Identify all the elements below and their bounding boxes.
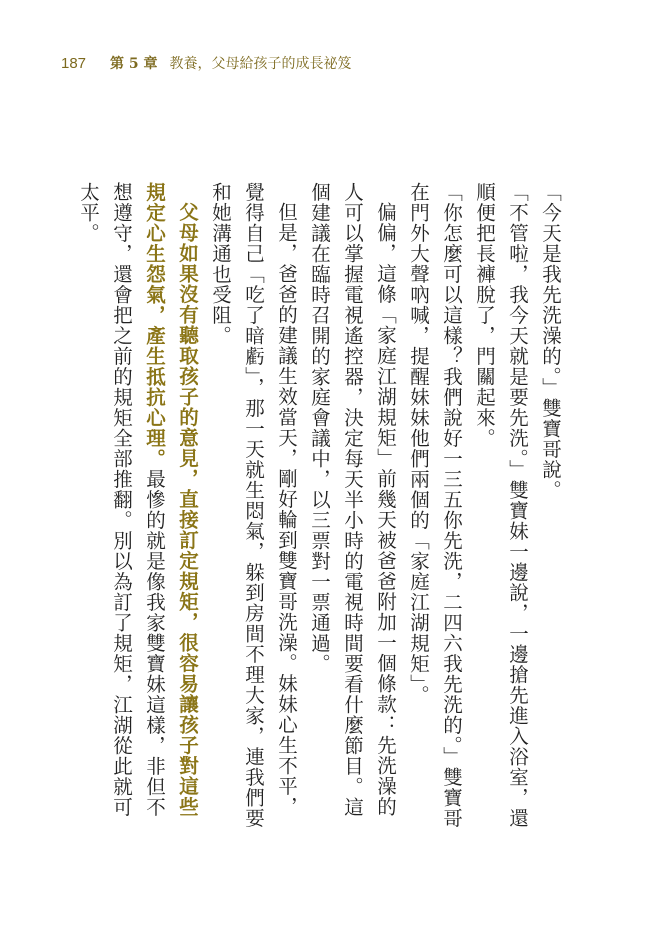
chapter-title: 教養，父母給孩子的成長祕笈 xyxy=(169,56,352,72)
paragraph-5: 但是，爸爸的建議生效當天，剛好輪到雙寶哥洗澡。妹妹心生不平，覺得自己「吃了暗虧」，那一天就生悶氣，躲到房間不理大家，連我們要和她溝通也受阻。 xyxy=(209,182,298,829)
highlighted-statement: 父母如果沒有聽取孩子的意見，直接訂定規矩，很容易讓孩子對這些規定心生怨氣，產生抵抗心理。 xyxy=(143,182,199,817)
paragraph-2: 「不管啦，我今天就是要先洗。」雙寶妹一邊說，一邊搶先進入浴室，還順便把長褲脫了，門關起來。 xyxy=(473,182,529,829)
chapter-label: 第 5 章 xyxy=(110,56,158,72)
paragraph-3: 「你怎麼可以這樣？我們說好一三五你先洗，二四六我先洗的。」雙寶哥在門外大聲吶喊，提醒妹妹他們兩個的「家庭江湖規矩」。 xyxy=(407,182,463,829)
paragraph-6-rest: 最慘的就是像我家雙寶妹這樣，非但不想遵守，還會把之前的規矩全部推翻。別以為訂了規矩，江湖從此就可太平。 xyxy=(77,182,166,818)
paragraph-1: 「今天是我先洗澡的。」雙寶哥說。 xyxy=(539,182,562,501)
page-header xyxy=(61,52,352,74)
paragraph-4: 偏偏，這條「家庭江湖規矩」前幾天被爸爸附加一個條款：先洗澡的人可以掌握電視遙控器，決定每天半小時的電視時間要看什麼節目。這個建議在臨時召開的家庭會議中，以三票對一票通過。 xyxy=(308,182,397,818)
page-number: 187 xyxy=(61,54,87,72)
paragraph-6 xyxy=(72,182,204,832)
body-text xyxy=(67,182,567,832)
